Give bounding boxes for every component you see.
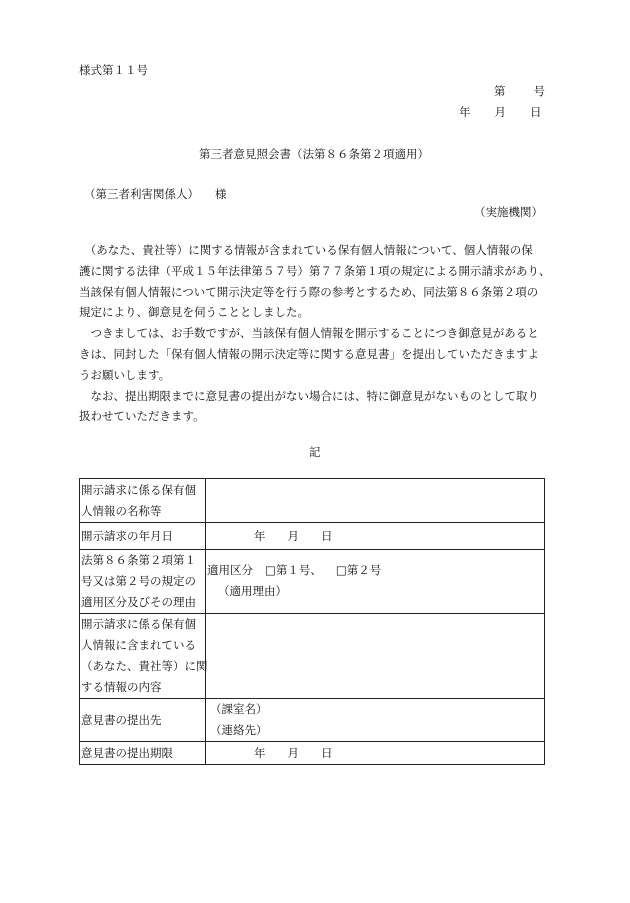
table-row-submission-deadline xyxy=(80,742,545,765)
body-line: なお、提出期限までに意見書の提出がない場合には、特に御意見がないものとして取り xyxy=(90,388,539,403)
addressee xyxy=(84,186,227,202)
contact-label: （連絡先） xyxy=(210,723,268,737)
doc-number-dai: 第 xyxy=(494,84,506,98)
date-month: 月 xyxy=(494,105,506,119)
label-submission-deadline: 意見書の提出期限 xyxy=(80,742,206,765)
issuer: （実施機関） xyxy=(474,205,543,219)
category-label: 適用区分 xyxy=(207,563,253,577)
checkbox-item-1[interactable]: □第１号、 xyxy=(265,563,322,577)
body-line: 扱わせていただきます。 xyxy=(79,409,205,424)
table-row-info-content xyxy=(80,614,545,699)
date-year: 年 xyxy=(459,105,471,119)
value-submission-deadline: 年 月 日 xyxy=(206,742,545,765)
body-text xyxy=(79,240,549,427)
value-item-name xyxy=(206,479,545,523)
section-name-label: （課室名） xyxy=(210,702,268,716)
value-submission-destination xyxy=(206,699,545,742)
document-number xyxy=(494,83,545,99)
value-applicable-category xyxy=(206,550,545,614)
document-title: 第三者意見照会書（法第８６条第２項適用） xyxy=(199,147,429,161)
inquiry-table xyxy=(79,478,545,765)
label-request-date: 開示請求の年月日 xyxy=(80,523,206,550)
date-day: 日 xyxy=(530,105,542,119)
body-line: 規定により、御意見を伺うこととしました。 xyxy=(79,305,309,320)
table-row-item-name xyxy=(80,479,545,523)
table-row-submission-destination xyxy=(80,699,545,742)
label-info-content: 開示請求に係る保有個 人情報に含まれている （あなた、貴社等）に関 する情報の内容 xyxy=(80,614,206,699)
table-row-request-date xyxy=(80,523,545,550)
body-line: （あなた、貴社等）に関する情報が含まれている保有個人情報について、個人情報の保 xyxy=(90,243,533,257)
body-line: うお願いします。 xyxy=(79,367,171,382)
doc-number-gou: 号 xyxy=(533,84,545,98)
document-date xyxy=(459,104,542,120)
table-row-applicable-category xyxy=(80,550,545,614)
body-line: つきましては、お手数ですが、当該保有個人情報を開示することにつき御意見があると xyxy=(90,326,539,341)
value-request-date: 年 月 日 xyxy=(206,523,545,550)
value-info-content xyxy=(206,614,545,699)
checkbox-item-2[interactable]: □第２号 xyxy=(335,563,382,577)
body-line: きは、同封した「保有個人情報の開示決定等に関する意見書」を提出していただきますよ xyxy=(79,346,539,361)
addressee-name: （第三者利害関係人） xyxy=(84,187,199,201)
label-item-name: 開示請求に係る保有個 人情報の名称等 xyxy=(80,479,206,523)
body-line: 護に関する法律（平成１５年法律第５７号）第７７条第１項の規定による開示請求があり、 xyxy=(79,263,551,278)
form-number: 様式第１１号 xyxy=(79,63,148,77)
ki-heading: 記 xyxy=(309,445,321,459)
addressee-honorific: 様 xyxy=(215,187,227,201)
label-applicable-category: 法第８６条第２項第１ 号又は第２号の規定の 適用区分及びその理由 xyxy=(80,550,206,614)
reason-label: （適用理由） xyxy=(218,584,287,598)
body-line: 当該保有個人情報について開示決定等を行う際の参考とするため、同法第８６条第２項の xyxy=(79,284,539,299)
label-submission-destination: 意見書の提出先 xyxy=(80,699,206,742)
